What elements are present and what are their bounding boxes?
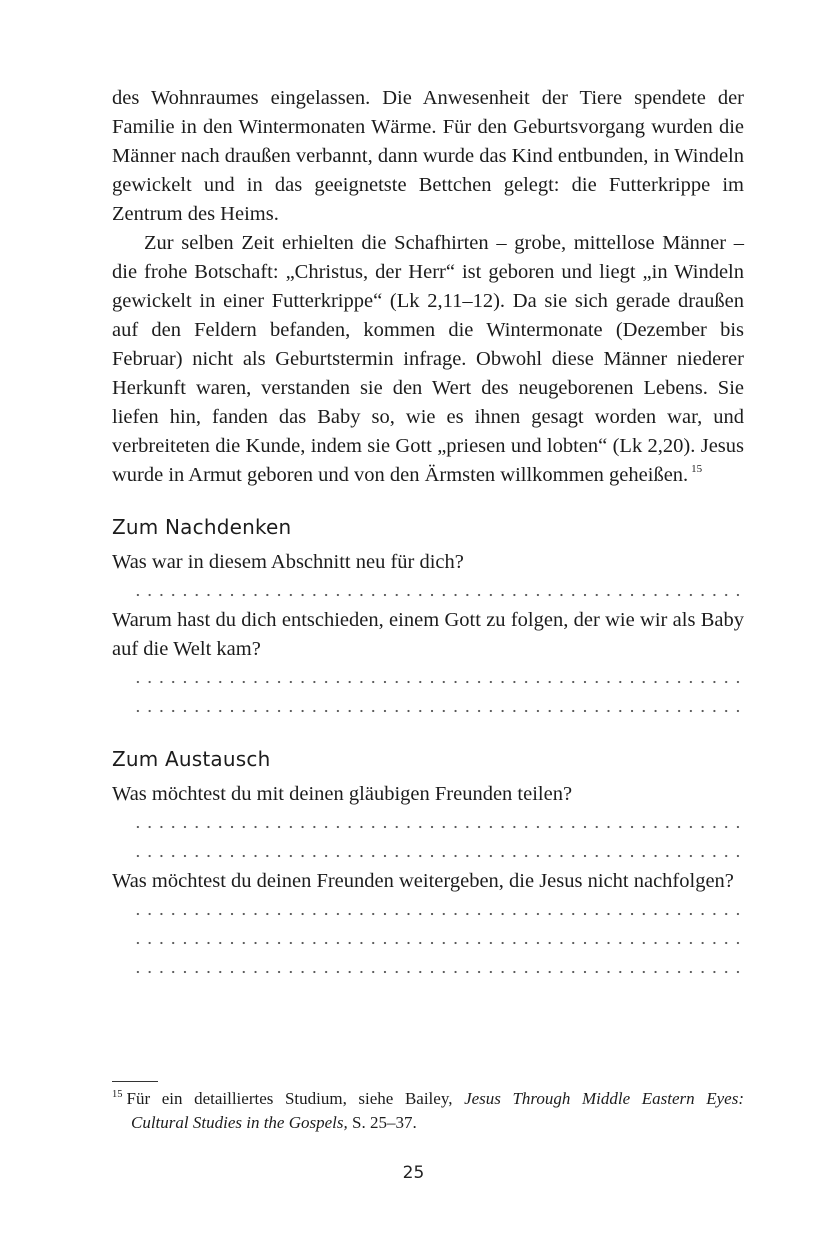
reflect-question-2: Warum hast du dich entschieden, einem Gott zu folgen, der wie wir als Baby auf die Welt kam?	[112, 609, 744, 660]
footnote-pages: S. 25–37.	[347, 1113, 417, 1132]
footnote-line-1	[112, 1087, 744, 1111]
footnote-number: 15	[112, 1089, 123, 1100]
footnote	[112, 1087, 744, 1135]
page-number: 25	[402, 1163, 425, 1183]
page-body	[112, 84, 744, 983]
reflect-question-1: Was war in diesem Abschnitt neu für dich?	[112, 551, 464, 573]
footnote-lead: Für ein detailliertes Studium, siehe Bailey,	[126, 1089, 465, 1108]
answer-line[interactable]	[132, 954, 744, 983]
exchange-question-1: Was möchtest du mit deinen gläubigen Freunden teilen?	[112, 783, 573, 805]
exchange-question-2: Was möchtest du deinen Freunden weitergeben, die Jesus nicht nachfolgen?	[112, 870, 734, 892]
footnote-divider	[112, 1081, 158, 1082]
answer-line[interactable]	[132, 925, 744, 954]
answer-line[interactable]	[132, 838, 744, 867]
body-paragraph-1: des Wohnraumes eingelassen. Die Anwesenheit der Tiere spendete der Familie in den Wintermonaten Wärme. Für den Geburtsvorgang wurden die Männer nach draußen verbannt, dann wurde das Kind entbunden, in Windeln gewickelt und in das geeignetste Bettchen gelegt: die Futterkrippe im Zentrum des Heims.	[112, 87, 744, 225]
answer-line[interactable]	[132, 664, 744, 693]
section-heading-exchange: Zum Austausch	[112, 747, 271, 771]
footnote-book-title-1: Jesus Through Middle Eastern Eyes:	[464, 1089, 744, 1108]
answer-line[interactable]	[132, 577, 744, 606]
answer-line[interactable]	[132, 896, 744, 925]
footnote-line-2	[112, 1111, 744, 1135]
body-paragraph-2-text: Zur selben Zeit erhielten die Schafhirten – grobe, mittellose Männer – die frohe Botschaft: „Christus, der Herr“ ist geboren und liegt „in Windeln gewickelt in einer Futterkrippe“ (Lk 2,11–12). Da sie sich gerade draußen auf den Feldern befanden, kommen die Wintermonate (Dezember bis Februar) nicht als Geburtstermin infrage. Obwohl diese Männer niederer Herkunft waren, verstanden sie den Wert des neugeborenen Lebens. Sie liefen hin, fanden das Baby so, wie es ihnen gesagt worden war, und verbreiteten die Kunde, indem sie Gott „priesen und lobten“ (Lk 2,20). Jesus wurde in Armut geboren und von den Ärmsten willkommen geheißen.	[112, 232, 744, 486]
answer-line[interactable]	[132, 693, 744, 722]
section-heading-reflect: Zum Nachdenken	[112, 515, 292, 539]
body-paragraph-2	[112, 229, 744, 490]
footnote-reference[interactable]: 15	[691, 463, 703, 475]
answer-line[interactable]	[132, 809, 744, 838]
footnote-book-title-2: Cultural Studies in the Gospels,	[131, 1113, 348, 1132]
